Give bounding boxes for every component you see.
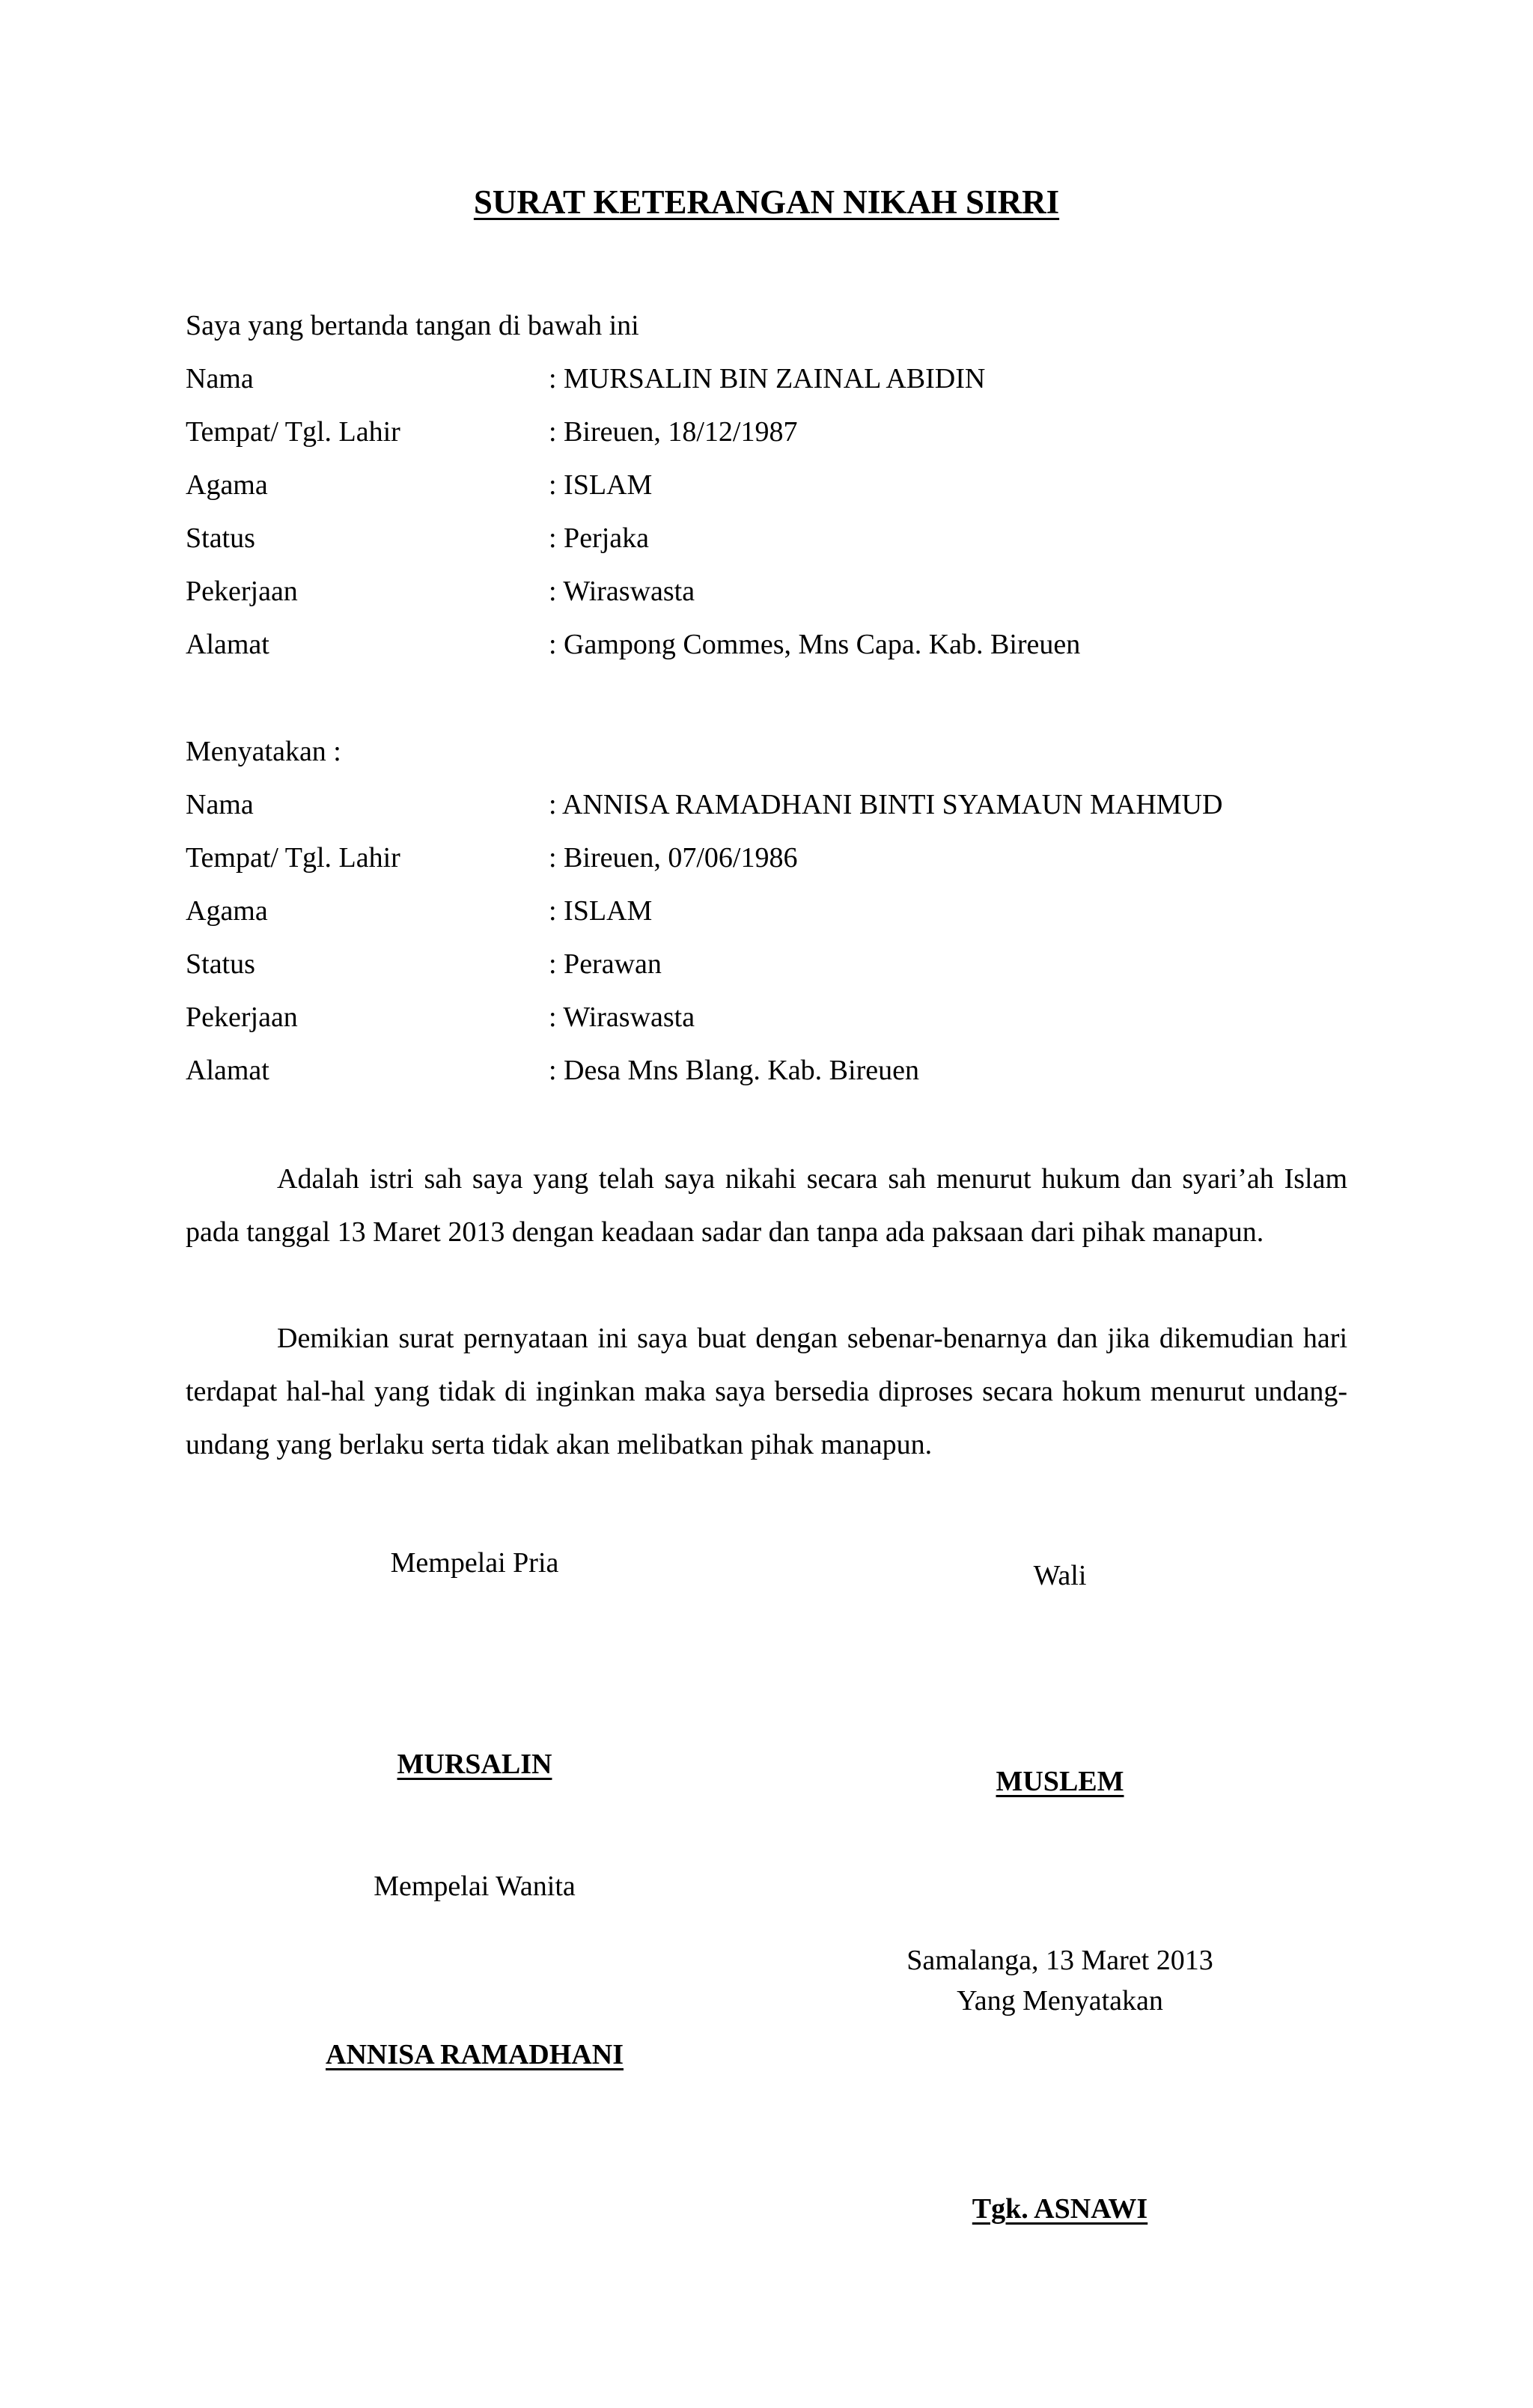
field-value: : Perjaka xyxy=(549,522,650,554)
place-date: Samalanga, 13 Maret 2013 xyxy=(906,1945,1213,1976)
field-value: : ISLAM xyxy=(549,469,653,501)
field-label: Tempat/ Tgl. Lahir xyxy=(186,842,400,874)
intro-text: Saya yang bertanda tangan di bawah ini xyxy=(186,310,639,341)
statement-paragraph-1: Adalah istri sah saya yang telah saya nikahi secara sah menurut hukum dan syari’ah Islam pada tanggal 13 Maret 2013 dengan keadaan sadar dan tanpa ada paksaan dari pihak manapun. xyxy=(186,1163,1347,1248)
field-label: Nama xyxy=(186,363,254,394)
bride-label: Mempelai Wanita xyxy=(374,1871,576,1902)
wali-name: MUSLEM xyxy=(996,1766,1124,1797)
field-value: : MURSALIN BIN ZAINAL ABIDIN xyxy=(549,363,986,394)
field-label: Status xyxy=(186,948,255,980)
field-value: : Bireuen, 18/12/1987 xyxy=(549,416,798,448)
groom-name: MURSALIN xyxy=(397,1749,552,1780)
field-value: : Desa Mns Blang. Kab. Bireuen xyxy=(549,1055,919,1086)
field-label: Alamat xyxy=(186,1055,269,1086)
field-value: : ANNISA RAMADHANI BINTI SYAMAUN MAHMUD xyxy=(549,789,1223,820)
statement-paragraph-2: Demikian surat pernyataan ini saya buat dengan sebenar-benarnya dan jika dikemudian hari terdapat hal-hal yang tidak di inginkan maka saya bersedia diproses secara hokum menurut undang-undang yang berlaku serta tidak akan melibatkan pihak manapun. xyxy=(186,1323,1347,1460)
field-label: Tempat/ Tgl. Lahir xyxy=(186,416,400,448)
field-label: Pekerjaan xyxy=(186,576,298,607)
person1-row-agama xyxy=(186,466,1383,504)
field-value: : Perawan xyxy=(549,948,662,980)
document-title xyxy=(0,180,1533,225)
bride-name: ANNISA RAMADHANI xyxy=(326,2039,624,2070)
declarant-label: Yang Menyatakan xyxy=(957,1985,1163,2017)
document-title-text: SURAT KETERANGAN NIKAH SIRRI xyxy=(473,183,1060,221)
person1-row-nama xyxy=(186,360,1383,397)
field-label: Agama xyxy=(186,469,268,501)
field-label: Nama xyxy=(186,789,254,820)
wali-label: Wali xyxy=(1033,1560,1087,1591)
person1-row-status xyxy=(186,519,1383,557)
person2-row-pekerjaan xyxy=(186,999,1383,1036)
field-label: Agama xyxy=(186,895,268,927)
field-label: Alamat xyxy=(186,629,269,660)
person2-row-agama xyxy=(186,892,1383,930)
person2-row-birth xyxy=(186,839,1383,877)
person1-row-pekerjaan xyxy=(186,573,1383,610)
field-value: : ISLAM xyxy=(549,895,653,927)
groom-label: Mempelai Pria xyxy=(390,1547,559,1579)
field-label: Status xyxy=(186,522,255,554)
declarant-name: Tgk. ASNAWI xyxy=(972,2193,1148,2225)
field-value: : Wiraswasta xyxy=(549,576,695,607)
person2-row-alamat xyxy=(186,1052,1383,1089)
field-label: Pekerjaan xyxy=(186,1002,298,1033)
field-value: : Bireuen, 07/06/1986 xyxy=(549,842,798,874)
person2-row-nama xyxy=(186,786,1383,823)
person1-row-alamat xyxy=(186,626,1383,663)
person2-row-status xyxy=(186,945,1383,983)
person1-row-birth xyxy=(186,413,1383,451)
declares-heading: Menyatakan : xyxy=(186,736,341,767)
field-value: : Gampong Commes, Mns Capa. Kab. Bireuen xyxy=(549,629,1081,660)
field-value: : Wiraswasta xyxy=(549,1002,695,1033)
